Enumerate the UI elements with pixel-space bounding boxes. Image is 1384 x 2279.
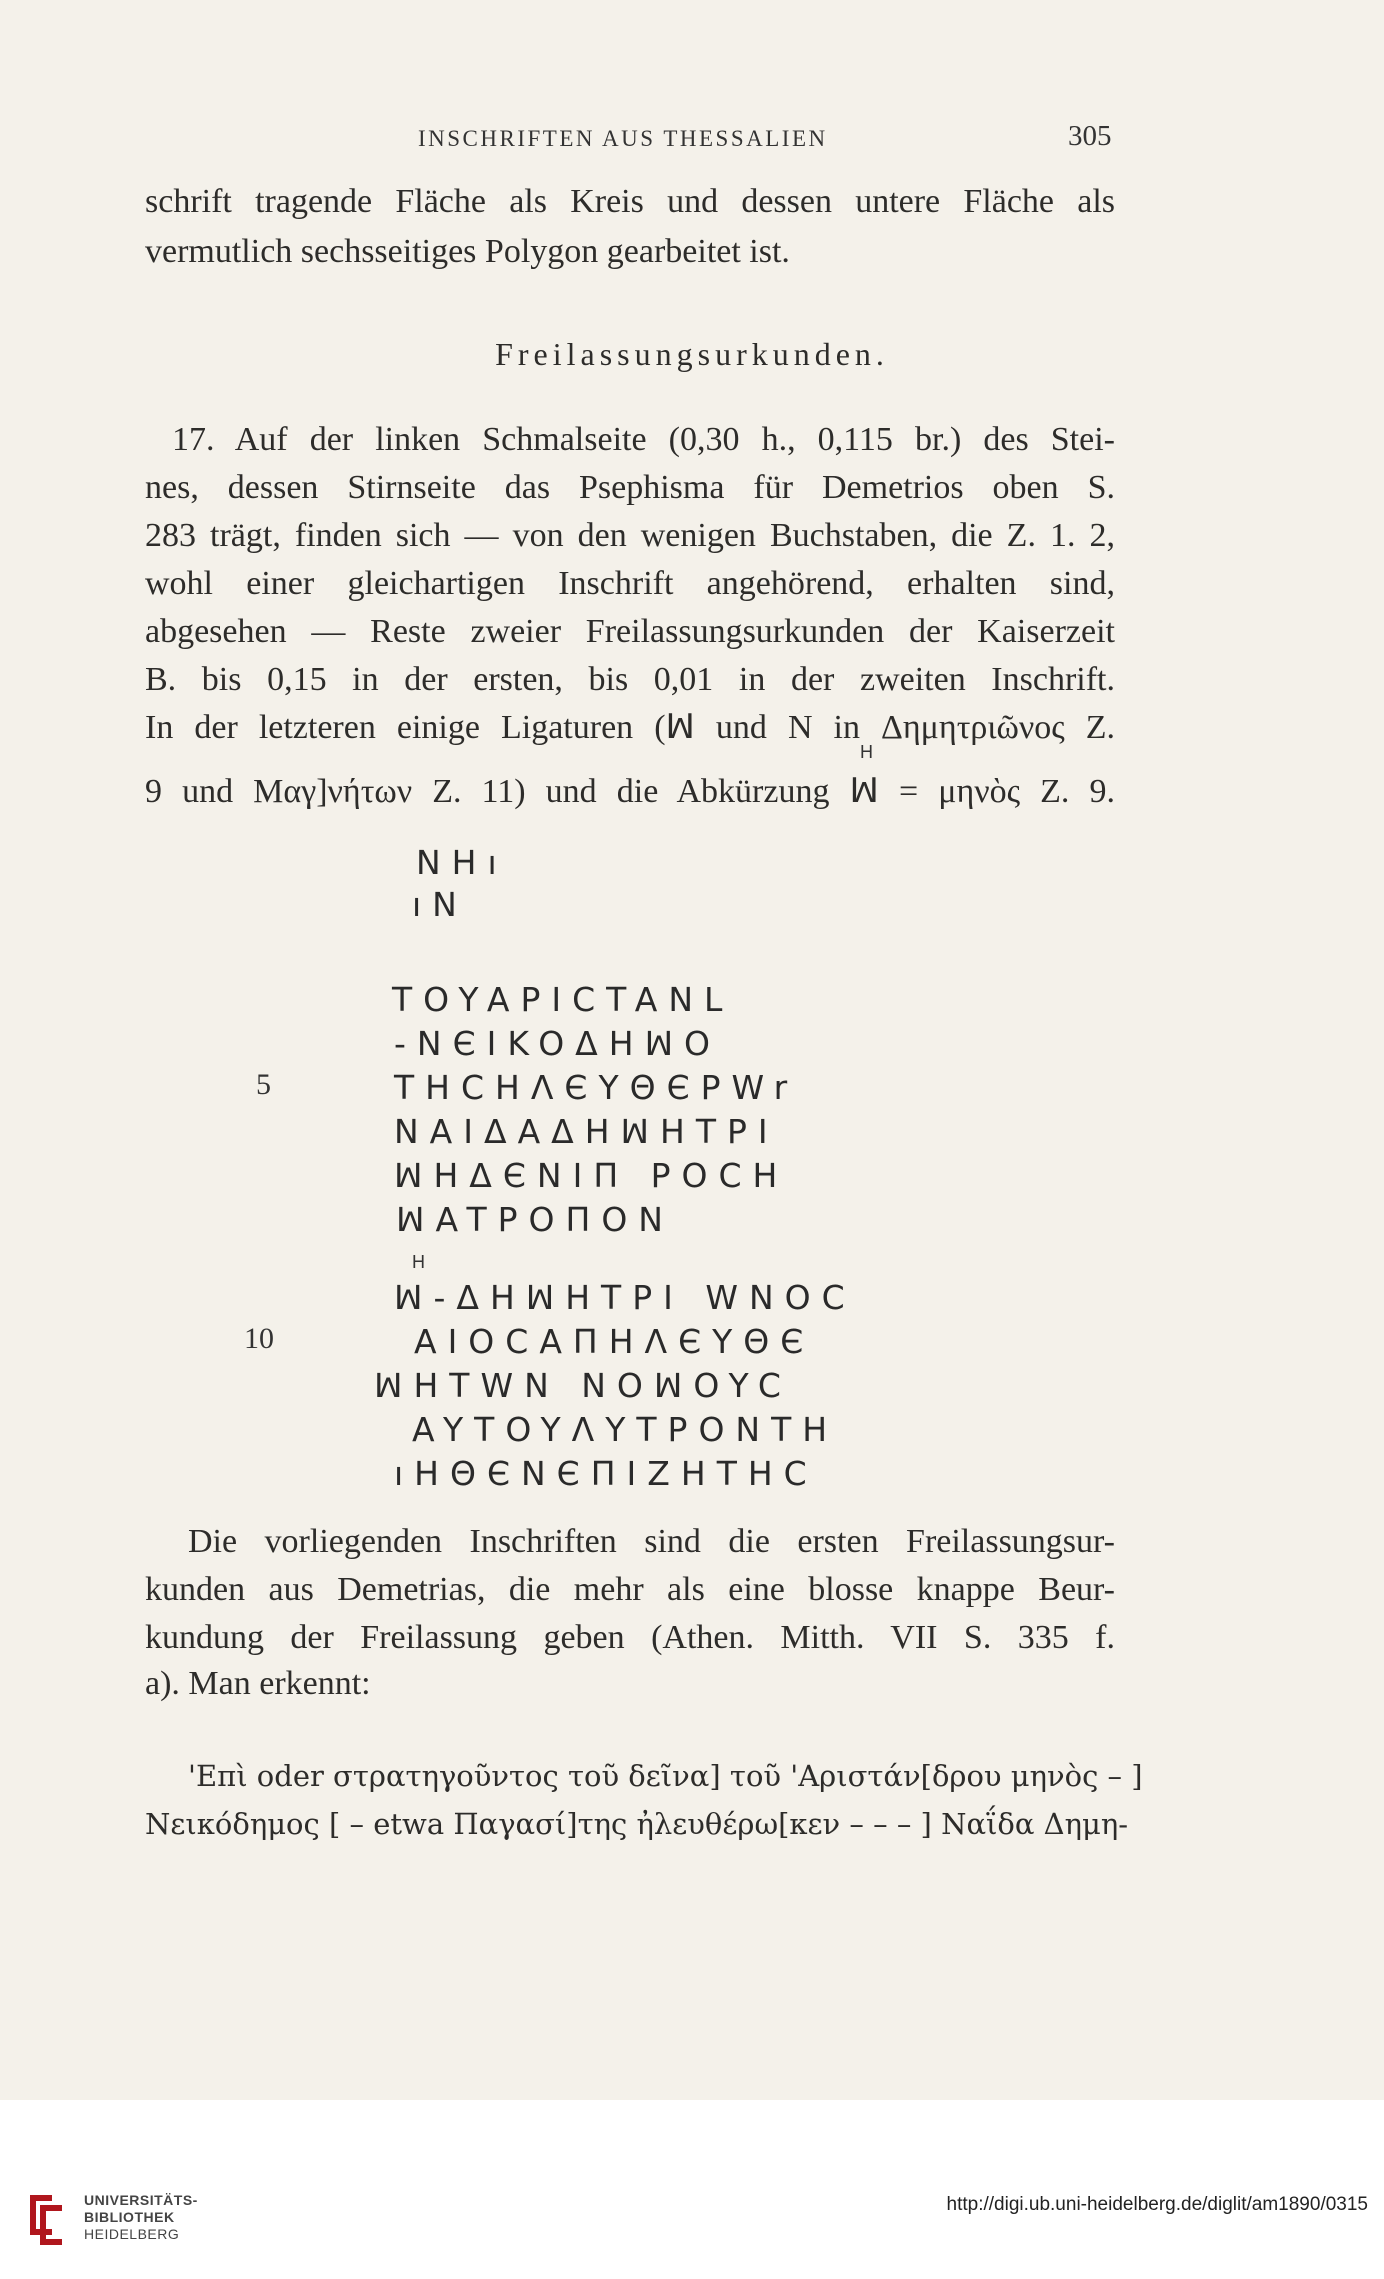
paragraph-17-line-4: wohl einer gleichartigen Inschrift angehörend, erhalten sind, [145, 565, 1115, 602]
inscription-line: AIOCAΠHΛЄYΘЄ [414, 1322, 815, 1361]
inscription-line: ꟽATPOΠON [396, 1200, 674, 1239]
greek-transcription-line-1: 'Επὶ oder στρατηγοῦντος τοῦ δεῖνα] τοῦ 'Αριστάν[δρου μηνὸς – ] [188, 1759, 1143, 1793]
source-url-link[interactable]: http://digi.ub.uni-heidelberg.de/diglit/am1890/0315 [946, 2194, 1368, 2215]
paragraph-17-line-7: In der letzteren einige Ligaturen (ꟽ und N in Δημητριῶνος Z. [145, 709, 1115, 746]
inscription-line: ꟽHTWN NOꟽOYC [374, 1366, 792, 1405]
running-title: INSCHRIFTEN AUS THESSALIEN [418, 126, 828, 151]
paragraph-17-line-1: 17. Auf der linken Schmalseite (0,30 h., 0,115 br.) des Stei- [172, 421, 1115, 458]
library-name-line-3: HEIDELBERG [84, 2226, 180, 2242]
paragraph-after-line-2: kunden aus Demetrias, die mehr als eine blosse knappe Beur- [145, 1571, 1115, 1608]
paragraph-17-line-3: 283 trägt, finden sich — von den wenigen Buchstaben, die Z. 1. 2, [145, 517, 1115, 554]
inscription-line: TOYAPICTANL [392, 980, 734, 1019]
paragraph-17-line-5: abgesehen — Reste zweier Freilassungsurkunden der Kaiserzeit [145, 613, 1115, 650]
inscription-line: ıN [412, 885, 468, 924]
library-name-line-2: BIBLIOTHEK [84, 2209, 175, 2225]
inscription-line: NHı [416, 843, 508, 882]
library-name-line-1: UNIVERSITÄTS- [84, 2192, 198, 2208]
library-logo-icon [22, 2185, 72, 2245]
inscription-line: -NЄIKOΔHꟽO [394, 1024, 722, 1063]
greek-transcription-line-2: Νεικόδημος [ – etwa Παγασί]της ἠλευθέρω[κεν – – – ] Ναΐδα Δημη- [145, 1807, 1129, 1841]
paragraph-after-line-3: kundung der Freilassung geben (Athen. Mitth. VII S. 335 f. [145, 1619, 1115, 1656]
ligature-mark: H [860, 742, 873, 762]
line-number-5: 5 [256, 1068, 271, 1101]
section-title: Freilassungsurkunden. [495, 336, 889, 372]
intro-line-2: vermutlich sechsseitiges Polygon gearbeitet ist. [145, 233, 790, 270]
inscription-line: ꟽHΔЄNIΠ POCH [394, 1156, 789, 1195]
page-number: 305 [1068, 120, 1112, 152]
paragraph-17-line-8: 9 und Μαγ]νήτων Z. 11) und die Abkürzung ꟽ = μηνὸς Z. 9. [145, 773, 1115, 810]
inscription-line: THCHΛЄYΘЄPWr [394, 1068, 799, 1107]
paragraph-17-line-6: B. bis 0,15 in der ersten, bis 0,01 in der zweiten Inschrift. [145, 661, 1115, 698]
paragraph-17-line-2: nes, dessen Stirnseite das Psephisma für Demetrios oben S. [145, 469, 1115, 506]
ligature-mark: H [412, 1252, 425, 1272]
inscription-line: ıHΘЄNЄΠIZHTHC [394, 1454, 818, 1493]
line-number-10: 10 [244, 1322, 274, 1355]
inscription-line: AYTOYΛYTPONTH [412, 1410, 839, 1449]
inscription-line: ꟽ-ΔHꟽHTPI WNOC [394, 1278, 856, 1317]
inscription-line: NAIΔAΔHꟽHTPI [394, 1112, 779, 1151]
paragraph-after-line-1: Die vorliegenden Inschriften sind die ersten Freilassungsur- [188, 1523, 1115, 1560]
footer-bar [0, 2100, 1384, 2279]
intro-line-1: schrift tragende Fläche als Kreis und dessen untere Fläche als [145, 183, 1115, 220]
paragraph-after-line-4: a). Man erkennt: [145, 1665, 371, 1702]
